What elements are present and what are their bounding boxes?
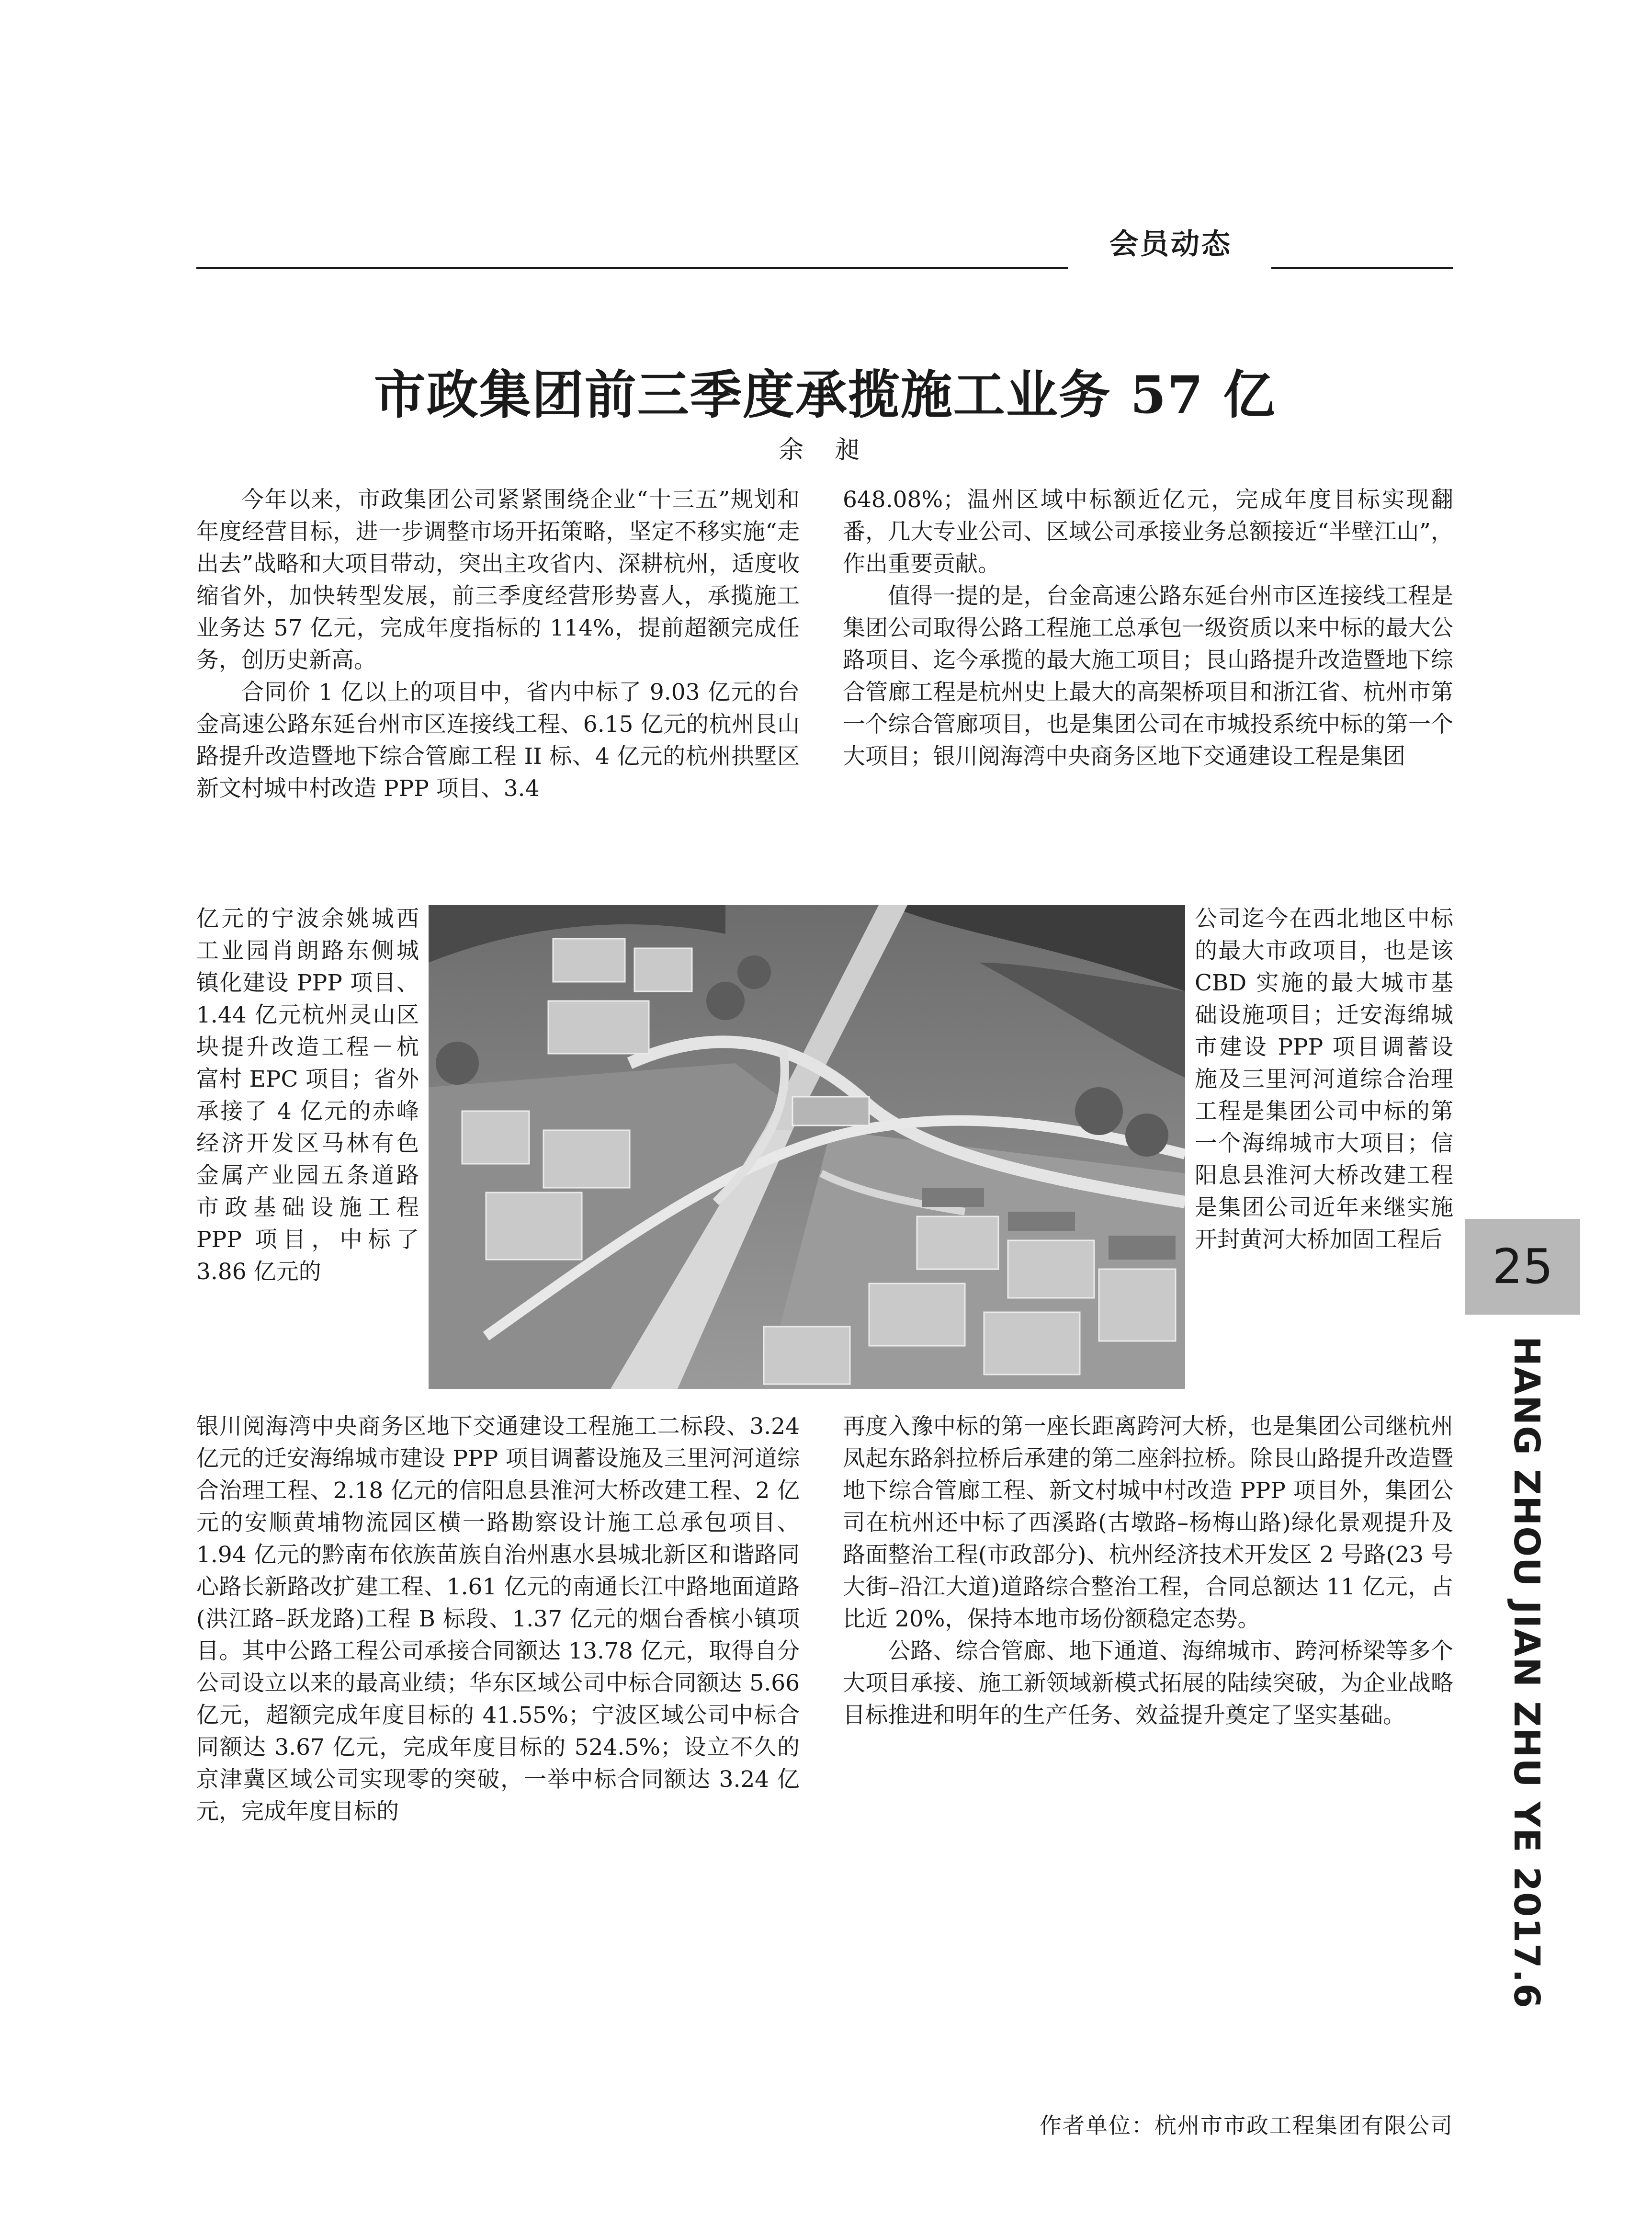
paragraph-2-cont-side: 亿元的宁波余姚城西工业园肖朗路东侧城镇化建设 PPP 项目、1.44 亿元杭州灵山区块提升改造工程－杭富村 EPC 项目；省外承接了 4 亿元的赤峰经济开发区马林有色金属产业园五条道路市政基础设施工程 PPP 项目，中标了 3.86 亿元的 xyxy=(196,906,419,1285)
paragraph-1: 今年以来，市政集团公司紧紧围绕企业“十三五”规划和年度经营目标，进一步调整市场开拓策略，坚定不移实施“走出去”战略和大项目带动，突出主攻省内、深耕杭州，适度收缩省外，加快转型发展，前三季度经营形势喜人，承揽施工业务达 57 亿元，完成年度指标的 114%，提前超额完成任务，创历史新高。 xyxy=(196,487,800,673)
paragraph-3: 值得一提的是，台金高速公路东延台州市区连接线工程是集团公司取得公路工程施工总承包一级资质以来中标的最大公路项目、迄今承揽的最大施工项目；艮山路提升改造暨地下综合管廊工程是杭州史上最大的高架桥项目和浙江省、杭州市第一个综合管廊项目，也是集团公司在市城投系统中标的第一个大项目；银川阅海湾中央商务区地下交通建设工程是集团 xyxy=(843,583,1453,770)
left-column-beside-photo xyxy=(196,903,419,1288)
page-number: 25 xyxy=(1492,1238,1553,1295)
right-column-top xyxy=(843,484,1453,773)
author-affiliation: 作者单位：杭州市市政工程集团有限公司 xyxy=(1040,2113,1453,2138)
article-title: 市政集团前三季度承揽施工业务 57 亿 xyxy=(373,365,1276,425)
paragraph-3-cont-bottom: 再度入豫中标的第一座长距离跨河大桥，也是集团公司继杭州凤起东路斜拉桥后承建的第二座斜拉桥。除艮山路提升改造暨地下综合管廊工程、新文村城中村改造 PPP 项目外，集团公司在杭州还中标了西溪路(古墩路–杨梅山路)绿化景观提升及路面整治工程(市政部分)、杭州经济技术开发区 2 号路(23 号大街–沿江大道)道路综合整治工程，合同总额达 11 亿元，占比近 20%，保持本地市场份额稳定态势。 xyxy=(843,1413,1453,1632)
header-rule-right xyxy=(1271,267,1453,269)
paragraph-3-cont-side: 公司迄今在西北地区中标的最大市政项目，也是该 CBD 实施的最大城市基础设施项目；迁安海绵城市建设 PPP 项目调蓄设施及三里河河道综合治理工程是集团公司中标的第一个海绵城市大项目；信阳息县淮河大桥改建工程是集团公司近年来继实施开封黄河大桥加固工程后 xyxy=(1195,906,1453,1253)
header-rule-left xyxy=(196,267,1068,269)
section-label: 会员动态 xyxy=(1109,227,1232,261)
left-column-bottom xyxy=(196,1410,800,1828)
right-column-beside-photo xyxy=(1195,903,1453,1256)
article-author: 余 昶 xyxy=(779,436,871,465)
left-column-top xyxy=(196,484,800,805)
paragraph-2: 合同价 1 亿以上的项目中，省内中标了 9.03 亿元的台金高速公路东延台州市区连接线工程、6.15 亿元的杭州艮山路提升改造暨地下综合管廊工程 II 标、4 亿元的杭州拱墅区新文村城中村改造 PPP 项目、3.4 xyxy=(196,679,800,802)
journal-name-vertical: HANG ZHOU JIAN ZHU YE 2017.6 xyxy=(1506,1336,1547,2009)
right-column-bottom xyxy=(843,1410,1453,1731)
paragraph-2-cont-bottom: 银川阅海湾中央商务区地下交通建设工程施工二标段、3.24 亿元的迁安海绵城市建设 PPP 项目调蓄设施及三里河河道综合治理工程、2.18 亿元的信阳息县淮河大桥改建工程、2 亿元的安顺黄埔物流园区横一路勘察设计施工总承包项目、1.94 亿元的黔南布依族苗族自治州惠水县城北新区和谐路同心路长新路改扩建工程、1.61 亿元的南通长江中路地面道路(洪江路–跃龙路)工程 B 标段、1.37 亿元的烟台香槟小镇项目。其中公路工程公司承接合同额达 13.78 亿元，取得自分公司设立以来的最高业绩；华东区域公司中标合同额达 5.66 亿元，超额完成年度目标的 41.55%；宁波区域公司中标合同额达 3.67 亿元，完成年度目标的 524.5%；设立不久的京津冀区域公司实现零的突破，一举中标合同额达 3.24 亿元，完成年度目标的 xyxy=(196,1413,800,1825)
paragraph-2-cont-right: 648.08%；温州区域中标额近亿元，完成年度目标实现翻番，几大专业公司、区域公司承接业务总额接近“半壁江山”，作出重要贡献。 xyxy=(843,487,1453,577)
paragraph-4: 公路、综合管廊、地下通道、海绵城市、跨河桥梁等多个大项目承接、施工新领域新模式拓展的陆续突破，为企业战略目标推进和明年的生产任务、效益提升奠定了坚实基础。 xyxy=(843,1638,1453,1728)
interchange-aerial-photo xyxy=(429,905,1185,1389)
